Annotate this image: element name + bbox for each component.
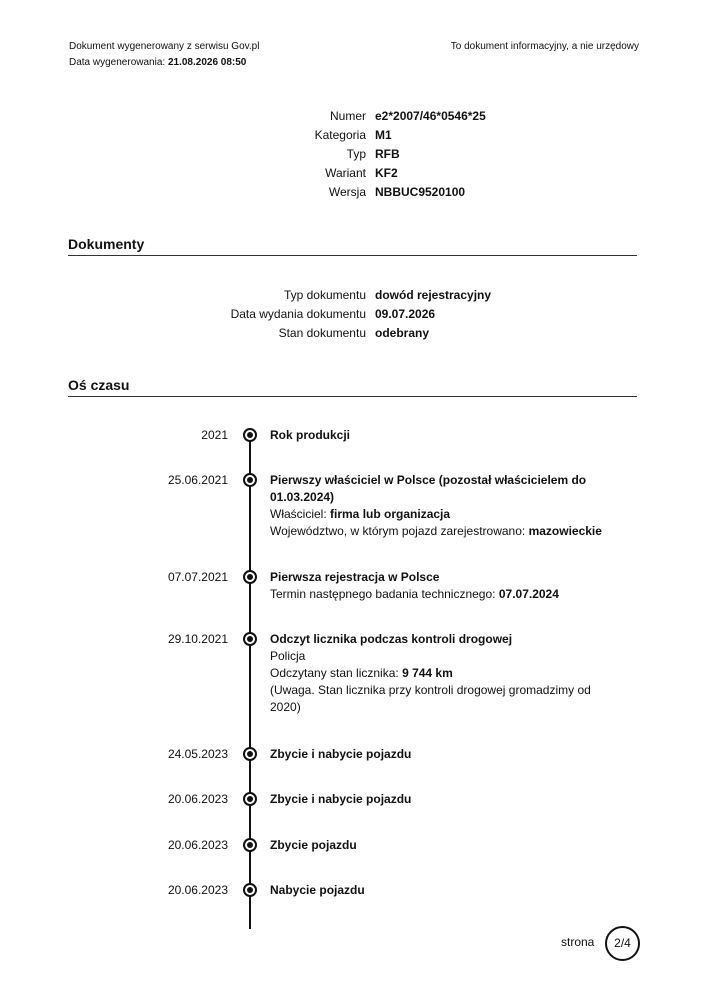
event-title: Zbycie pojazdu [270,838,357,852]
timeline-date: 20.06.2023 [167,792,228,806]
event-title: Odczyt licznika podczas kontroli drogowej [270,632,513,646]
document-label: Typ dokumentu [283,288,366,302]
generated-date [69,55,259,71]
document-value: odebrany [375,326,430,340]
event-owner [270,506,605,523]
event-odometer [270,665,605,682]
event-title: Nabycie pojazdu [270,883,365,897]
timeline-date: 2021 [201,428,228,442]
event-source: Policja [270,649,306,663]
vehicle-row-category [0,126,707,145]
timeline-event [270,837,605,854]
generated-date-value: 21.08.2026 08:50 [167,57,247,68]
vehicle-label: Kategoria [314,128,366,142]
timeline-date: 07.07.2021 [167,570,228,584]
section-timeline-title: Oś czasu [68,376,637,397]
timeline-marker-icon [243,883,257,897]
vehicle-row-variant [0,164,707,183]
section-documents-title: Dokumenty [68,235,637,256]
document-row-status [0,324,707,343]
inspection-label: Termin następnego badania technicznego: [270,587,496,601]
timeline-date: 20.06.2023 [167,838,228,852]
header-left [69,39,259,71]
timeline-marker-icon [243,632,257,646]
vehicle-value: M1 [375,128,392,142]
vehicle-value: NBBUC9520100 [375,185,466,199]
vehicle-label: Wersja [328,185,366,199]
vehicle-row-type [0,145,707,164]
timeline-date: 24.05.2023 [167,747,228,761]
owner-label: Właściciel: [270,507,327,521]
document-value: 09.07.2026 [375,307,436,321]
timeline-marker-icon [243,473,257,487]
event-title: Zbycie i nabycie pojazdu [270,792,412,806]
region-label: Województwo, w którym pojazd zarejestrowano: [270,524,526,538]
generated-source: Dokument wygenerowany z serwisu Gov.pl [69,41,260,52]
timeline-date: 25.06.2021 [167,473,228,487]
region-value: mazowieckie [528,524,602,538]
vehicle-value: KF2 [375,166,398,180]
vehicle-value: RFB [375,147,400,161]
event-region [270,523,605,540]
page-number-badge: 2/4 [605,926,640,961]
event-title: Pierwszy właściciel w Polsce (pozostał właścicielem do 01.03.2024) [270,473,587,504]
timeline-event [270,631,605,716]
odometer-label: Odczytany stan licznika: [270,666,399,680]
timeline-event [270,569,605,603]
timeline-date: 20.06.2023 [167,883,228,897]
timeline-event [270,427,605,444]
inspection-value: 07.07.2024 [498,587,559,601]
document-label: Stan dokumentu [278,326,366,340]
vehicle-label: Numer [329,109,366,123]
vehicle-label: Wariant [325,166,366,180]
timeline-line [249,435,251,929]
page-label: strona [561,935,595,949]
document-row-type [0,286,707,305]
document-label: Data wydania dokumentu [230,307,366,321]
informational-notice: To dokument informacyjny, a nie urzędowy [450,41,639,52]
vehicle-value: e2*2007/46*0546*25 [375,109,486,123]
vehicle-row-number [0,107,707,126]
owner-value: firma lub organizacja [330,507,451,521]
generated-date-label: Data wygenerowania: [69,57,166,68]
event-inspection [270,586,605,603]
timeline-event [270,746,605,763]
timeline-marker-icon [243,792,257,806]
document-value: dowód rejestracyjny [375,288,492,302]
event-title: Rok produkcji [270,428,351,442]
timeline-date: 29.10.2021 [167,632,228,646]
timeline-event [270,472,605,540]
event-title: Pierwsza rejestracja w Polsce [270,570,440,584]
timeline-marker-icon [243,838,257,852]
odometer-value: 9 744 km [402,666,453,680]
timeline-event [270,882,605,899]
timeline-marker-icon [243,428,257,442]
vehicle-label: Typ [346,147,366,161]
event-note: (Uwaga. Stan licznika przy kontroli drogowej gromadzimy od 2020) [270,683,591,714]
timeline-marker-icon [243,747,257,761]
document-row-issue-date [0,305,707,324]
timeline-event [270,791,605,808]
event-title: Zbycie i nabycie pojazdu [270,747,412,761]
vehicle-row-version [0,183,707,202]
timeline-marker-icon [243,570,257,584]
